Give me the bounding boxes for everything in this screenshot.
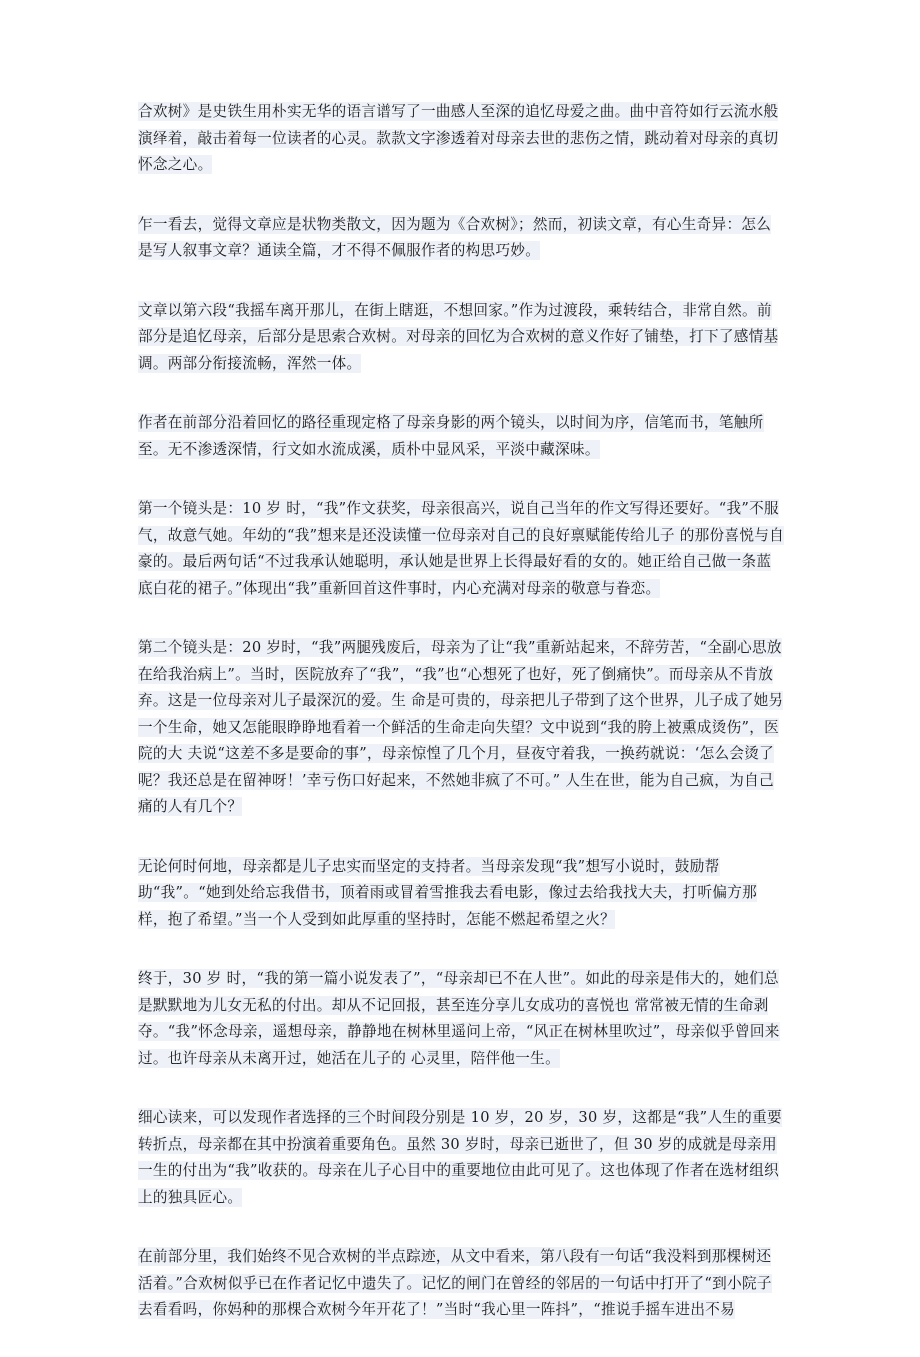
paragraph-4-text: 作者在前部分沿着回忆的路径重现定格了母亲身影的两个镜头，以时间为序，信笔而书，笔触所至。无不渗透深情，行文如水流成溪，质朴中显风采，平淡中藏深味。 bbox=[138, 414, 764, 458]
paragraph-8 bbox=[138, 966, 786, 1072]
paragraph-2-text: 乍一看去，觉得文章应是状物类散文，因为题为《合欢树》；然而，初读文章，有心生奇异：怎么是写人叙事文章？通读全篇，才不得不佩服作者的构思巧妙。 bbox=[138, 215, 772, 259]
paragraph-7-text: 无论何时何地，母亲都是儿子忠实而坚定的支持者。当母亲发现“我”想写小说时，鼓励帮助“我”。“她到处给忘我借书，顶着雨或冒着雪推我去看电影，像过去给我找大夫，打听偏方那样，抱了希望。”当一个人受到如此厚重的坚持时，怎能不燃起希望之火？ bbox=[138, 857, 758, 928]
paragraph-10-text: 在前部分里，我们始终不见合欢树的半点踪迹，从文中看来，第八段有一句话“我没料到那棵树还活着。”合欢树似乎已在作者记忆中遗失了。记忆的闸门在曾经的邻居的一句话中打开了“到小院子去看看吗，你妈种的那棵合欢树今年开花了！”当时“我心里一阵抖”，“推说手摇车进出不易 bbox=[138, 1248, 772, 1318]
paragraph-6 bbox=[138, 635, 786, 821]
paragraph-8-text: 终于，30 岁 时，“我的第一篇小说发表了”，“母亲却已不在人世”。如此的母亲是伟大的，她们总是默默地为儿女无私的付出。却从不记回报，甚至连分享儿女成功的喜悦也 常常被无情的生命剥夺。“我”怀念母亲，遥想母亲，静静地在树林里遥问上帝，“风正在树林里吹过”，母亲似乎曾回来过。也许母亲从未离开过，她活在儿子的 心灵里，陪伴他一生。 bbox=[138, 970, 780, 1067]
paragraph-4 bbox=[138, 410, 786, 463]
paragraph-9 bbox=[138, 1105, 786, 1211]
paragraph-6-text: 第二个镜头是：20 岁时，“我”两腿残废后，母亲为了让“我”重新站起来，不辞劳苦，“全副心思放在给我治病上”。当时，医院放弃了“我”，“我”也“心想死了也好，死了倒痛快”。而母亲从不肯放弃。这是一位母亲对儿子最深沉的爱。生 命是可贵的，母亲把儿子带到了这个世界，儿子成了她另一个生命，她又怎能眼睁睁地看着一个鲜活的生命走向失望？文中说到“我的胯上被熏成烫伤”，医院的大 夫说“这差不多是要命的事”，母亲惊惶了几个月，昼夜守着我，一换药就说：‘怎么会烫了呢？我还总是在留神呀！’幸亏伤口好起来，不然她非疯了不可。” 人生在世，能为自己疯，为自己痛的人有几个？ bbox=[138, 639, 784, 815]
paragraph-2 bbox=[138, 212, 786, 265]
paragraph-1-text: 合欢树》是史铁生用朴实无华的语言谱写了一曲感人至深的追忆母爱之曲。曲中音符如行云流水般演绎着，敲击着每一位读者的心灵。款款文字渗透着对母亲去世的悲伤之情，跳动着对母亲的真切怀念之心。 bbox=[138, 103, 779, 173]
paragraph-3 bbox=[138, 298, 786, 378]
paragraph-5 bbox=[138, 496, 786, 602]
paragraph-1 bbox=[138, 99, 786, 179]
paragraph-7 bbox=[138, 854, 786, 934]
paragraph-9-text: 细心读来，可以发现作者选择的三个时间段分别是 10 岁，20 岁，30 岁，这都是“我”人生的重要转折点，母亲都在其中扮演着重要角色。虽然 30 岁时，母亲已逝世了，但 30 岁的成就是母亲用一生的付出为“我”收获的。母亲在儿子心目中的重要地位由此可见了。这也体现了作者在选材组织上的独具匠心。 bbox=[138, 1109, 782, 1206]
article-body bbox=[138, 99, 786, 1357]
paragraph-3-text: 文章以第六段“我摇车离开那儿，在街上瞎逛，不想回家。”作为过渡段，乘转结合，非常自然。前部分是追忆母亲，后部分是思索合欢树。对母亲的回忆为合欢树的意义作好了铺垫，打下了感情基调。两部分衔接流畅，浑然一体。 bbox=[138, 301, 779, 372]
paragraph-5-text: 第一个镜头是：10 岁 时，“我”作文获奖，母亲很高兴，说自己当年的作文写得还要好。“我”不服气，故意气她。年幼的“我”想来是还没读懂一位母亲对自己的良好禀赋能传给儿子 的那份喜悦与自豪的。最后两句话“不过我承认她聪明，承认她是世界上长得最好看的女的。她正给自己做一条蓝底白花的裙子。”体现出“我”重新回首这件事时，内心充满对母亲的敬意与眷恋。 bbox=[138, 500, 785, 597]
paragraph-10 bbox=[138, 1244, 786, 1324]
